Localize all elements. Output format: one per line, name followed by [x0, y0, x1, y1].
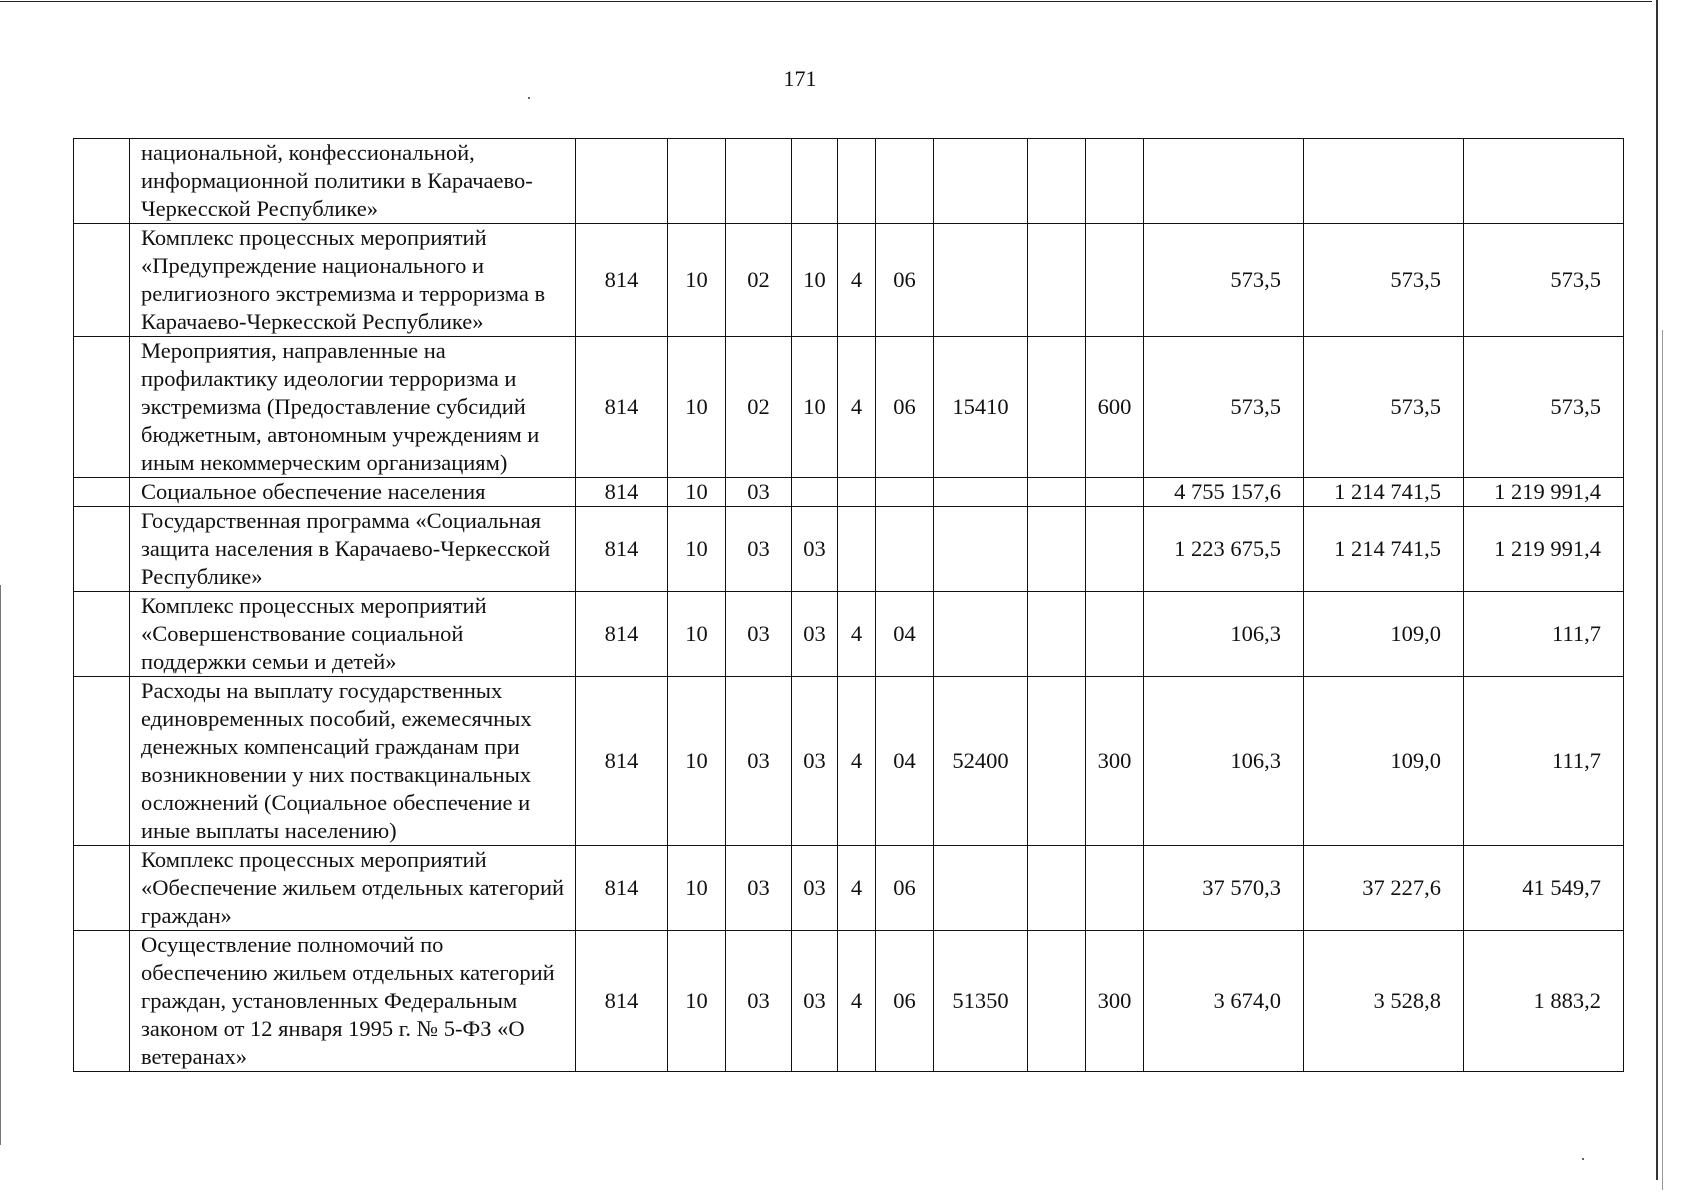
cell-amount-year2: 109,0 — [1304, 592, 1464, 677]
cell-ved: 814 — [576, 846, 668, 931]
row-index-cell — [74, 224, 130, 337]
cell-amount-year1: 4 755 157,6 — [1144, 478, 1304, 507]
cell-program-element: 06 — [876, 337, 934, 478]
cell-program-element: 06 — [876, 931, 934, 1072]
cell-program-element: 04 — [876, 592, 934, 677]
cell-expense-type — [1086, 846, 1144, 931]
scan-left-border — [0, 585, 1, 1145]
cell-ved: 814 — [576, 224, 668, 337]
cell-direction — [934, 478, 1028, 507]
budget-table — [73, 138, 1624, 1072]
cell-program-type — [838, 139, 876, 224]
scan-right-border — [1656, 0, 1658, 1180]
cell-amount-year2: 3 528,8 — [1304, 931, 1464, 1072]
cell-amount-year2: 1 214 741,5 — [1304, 507, 1464, 592]
row-index-cell — [74, 931, 130, 1072]
cell-section: 10 — [668, 337, 726, 478]
cell-section: 10 — [668, 592, 726, 677]
cell-program-element — [876, 478, 934, 507]
cell-direction: 52400 — [934, 677, 1028, 846]
cell-program-element — [876, 139, 934, 224]
cell-amount-year2: 37 227,6 — [1304, 846, 1464, 931]
cell-subsection: 03 — [726, 478, 792, 507]
cell-program: 03 — [792, 931, 838, 1072]
cell-program: 03 — [792, 677, 838, 846]
cell-direction — [934, 592, 1028, 677]
cell-amount-year1 — [1144, 139, 1304, 224]
cell-program-type: 4 — [838, 224, 876, 337]
row-name: Мероприятия, направленные на профилактику идеологии терроризма и экстремизма (Предоставление субсидий бюджетным, автономным учреждениям и иным некоммерческим организациям) — [130, 337, 576, 478]
cell-amount-year3 — [1464, 139, 1624, 224]
cell-extra — [1028, 224, 1086, 337]
page-number: 171 — [783, 66, 817, 91]
cell-subsection: 03 — [726, 677, 792, 846]
cell-expense-type — [1086, 139, 1144, 224]
cell-program-element: 06 — [876, 224, 934, 337]
cell-ved: 814 — [576, 677, 668, 846]
cell-expense-type: 600 — [1086, 337, 1144, 478]
cell-ved: 814 — [576, 592, 668, 677]
scan-speck — [528, 97, 530, 99]
cell-extra — [1028, 478, 1086, 507]
cell-program — [792, 478, 838, 507]
cell-expense-type — [1086, 592, 1144, 677]
row-index-cell — [74, 846, 130, 931]
cell-amount-year3: 41 549,7 — [1464, 846, 1624, 931]
cell-amount-year1: 573,5 — [1144, 224, 1304, 337]
cell-extra — [1028, 337, 1086, 478]
cell-extra — [1028, 846, 1086, 931]
cell-extra — [1028, 931, 1086, 1072]
cell-section — [668, 139, 726, 224]
table-row — [74, 139, 1624, 224]
cell-expense-type — [1086, 507, 1144, 592]
cell-program: 03 — [792, 846, 838, 931]
cell-program-element: 06 — [876, 846, 934, 931]
cell-amount-year3: 111,7 — [1464, 592, 1624, 677]
cell-program: 10 — [792, 337, 838, 478]
cell-extra — [1028, 139, 1086, 224]
row-name: Расходы на выплату государственных единовременных пособий, ежемесячных денежных компенсаций гражданам при возникновении у них поствакцинальных осложнений (Социальное обеспечение и иные выплаты населению) — [130, 677, 576, 846]
cell-program: 03 — [792, 507, 838, 592]
row-name: Комплекс процессных мероприятий «Обеспечение жильем отдельных категорий граждан» — [130, 846, 576, 931]
cell-program-type: 4 — [838, 931, 876, 1072]
cell-program — [792, 139, 838, 224]
row-name: Комплекс процессных мероприятий «Предупреждение национального и религиозного экстремизма и терроризма в Карачаево-Черкесской Республике» — [130, 224, 576, 337]
row-index-cell — [74, 677, 130, 846]
cell-section: 10 — [668, 478, 726, 507]
table-row — [74, 592, 1624, 677]
row-index-cell — [74, 478, 130, 507]
cell-section: 10 — [668, 931, 726, 1072]
cell-program: 03 — [792, 592, 838, 677]
cell-amount-year1: 106,3 — [1144, 592, 1304, 677]
cell-amount-year3: 1 219 991,4 — [1464, 507, 1624, 592]
cell-amount-year3: 111,7 — [1464, 677, 1624, 846]
cell-section: 10 — [668, 677, 726, 846]
cell-ved: 814 — [576, 931, 668, 1072]
cell-extra — [1028, 592, 1086, 677]
cell-subsection — [726, 139, 792, 224]
cell-amount-year2: 573,5 — [1304, 337, 1464, 478]
cell-amount-year1: 106,3 — [1144, 677, 1304, 846]
cell-direction — [934, 139, 1028, 224]
cell-amount-year1: 1 223 675,5 — [1144, 507, 1304, 592]
cell-extra — [1028, 677, 1086, 846]
cell-expense-type — [1086, 224, 1144, 337]
cell-amount-year2: 109,0 — [1304, 677, 1464, 846]
cell-amount-year2: 1 214 741,5 — [1304, 478, 1464, 507]
cell-program-type — [838, 478, 876, 507]
cell-program-type: 4 — [838, 677, 876, 846]
cell-ved: 814 — [576, 507, 668, 592]
cell-amount-year3: 573,5 — [1464, 224, 1624, 337]
row-index-cell — [74, 337, 130, 478]
scan-right-border-secondary — [1662, 330, 1663, 1190]
cell-subsection: 02 — [726, 224, 792, 337]
cell-amount-year2: 573,5 — [1304, 224, 1464, 337]
cell-direction — [934, 507, 1028, 592]
row-name: Комплекс процессных мероприятий «Совершенствование социальной поддержки семьи и детей» — [130, 592, 576, 677]
cell-program: 10 — [792, 224, 838, 337]
cell-amount-year3: 573,5 — [1464, 337, 1624, 478]
cell-program-element — [876, 507, 934, 592]
row-index-cell — [74, 139, 130, 224]
cell-section: 10 — [668, 846, 726, 931]
row-name: Осуществление полномочий по обеспечению жильем отдельных категорий граждан, установленных Федеральным законом от 12 января 1995 г. № 5-ФЗ «О ветеранах» — [130, 931, 576, 1072]
row-name: национальной, конфессиональной, информационной политики в Карачаево-Черкесской Республике» — [130, 139, 576, 224]
cell-amount-year3: 1 883,2 — [1464, 931, 1624, 1072]
cell-program-type — [838, 507, 876, 592]
table-row — [74, 931, 1624, 1072]
cell-subsection: 02 — [726, 337, 792, 478]
cell-amount-year3: 1 219 991,4 — [1464, 478, 1624, 507]
cell-ved — [576, 139, 668, 224]
cell-expense-type: 300 — [1086, 931, 1144, 1072]
scan-speck — [1582, 1158, 1584, 1160]
cell-direction: 51350 — [934, 931, 1028, 1072]
cell-expense-type: 300 — [1086, 677, 1144, 846]
cell-direction: 15410 — [934, 337, 1028, 478]
cell-program-type: 4 — [838, 846, 876, 931]
cell-expense-type — [1086, 478, 1144, 507]
cell-program-type: 4 — [838, 337, 876, 478]
cell-amount-year2 — [1304, 139, 1464, 224]
cell-amount-year1: 37 570,3 — [1144, 846, 1304, 931]
cell-extra — [1028, 507, 1086, 592]
cell-subsection: 03 — [726, 592, 792, 677]
cell-amount-year1: 573,5 — [1144, 337, 1304, 478]
cell-amount-year1: 3 674,0 — [1144, 931, 1304, 1072]
cell-subsection: 03 — [726, 507, 792, 592]
table-row — [74, 677, 1624, 846]
row-index-cell — [74, 507, 130, 592]
row-name: Социальное обеспечение населения — [130, 478, 576, 507]
table-row — [74, 478, 1624, 507]
row-index-cell — [74, 592, 130, 677]
cell-program-type: 4 — [838, 592, 876, 677]
cell-ved: 814 — [576, 478, 668, 507]
cell-ved: 814 — [576, 337, 668, 478]
cell-section: 10 — [668, 507, 726, 592]
cell-section: 10 — [668, 224, 726, 337]
cell-subsection: 03 — [726, 846, 792, 931]
cell-subsection: 03 — [726, 931, 792, 1072]
cell-direction — [934, 224, 1028, 337]
table-row — [74, 846, 1624, 931]
cell-direction — [934, 846, 1028, 931]
scan-top-border — [0, 1, 1652, 2]
cell-program-element: 04 — [876, 677, 934, 846]
table-row — [74, 337, 1624, 478]
table-row — [74, 507, 1624, 592]
table-row — [74, 224, 1624, 337]
row-name: Государственная программа «Социальная защита населения в Карачаево-Черкесской Республике» — [130, 507, 576, 592]
